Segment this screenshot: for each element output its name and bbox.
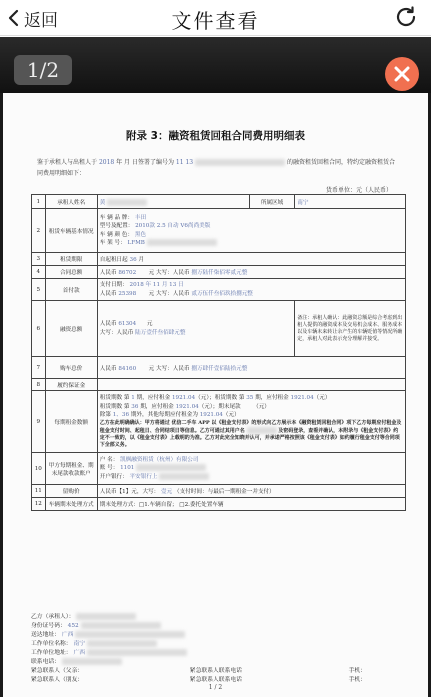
row-number: 12 bbox=[32, 498, 46, 511]
table-row bbox=[32, 357, 406, 379]
emergency-contact-1: 紧急联系人（父亲： 紧急联系人联系电话 手机： bbox=[31, 668, 366, 674]
document-title: 附录 3：融资租赁回租合同费用明细表 bbox=[126, 130, 305, 142]
row-label: 履约保证金 bbox=[45, 379, 97, 391]
table-row bbox=[32, 195, 406, 209]
row-number: 10 bbox=[32, 453, 46, 485]
fee-detail-table bbox=[31, 194, 406, 511]
refresh-icon[interactable] bbox=[393, 4, 419, 30]
intro-year: 2018 bbox=[98, 159, 115, 166]
row-label: 甲方每期租金、期末尾款收款账户 bbox=[45, 453, 97, 485]
lease-term-cell: 自起租日起 36 月 bbox=[97, 253, 405, 266]
contract-total-cell: 人民币 86702 元 大写：人民币 捌万陆仟柒佰零贰元整 bbox=[97, 266, 405, 279]
rent-note: 乙方在此明确确认：甲方将通过 优信二手车 APP 以《租金支付表》的形式向乙方展示本《融资租赁回租合同》项下乙方每期应付租金及租金支付时间、起租日、合同结项日等信息。乙方可通过其用户名 及密码登录，查看并确认，本附录与《租金支付表》约定不一致的，以《租金支付表》上载明的为准。乙方对此完全知晓并认可，并承诺严格按照该《租金支付表》如约履行租金支付等合同项下全部义务。 bbox=[99, 419, 402, 448]
row-label: 承租人姓名 bbox=[45, 195, 97, 209]
region-hw: 南宁 bbox=[297, 199, 309, 206]
row-number: 9 bbox=[32, 391, 46, 453]
row-number: 7 bbox=[32, 357, 46, 379]
buyout-price-cell: 人民币【1】元，大写： 壹元 （支付时间：与最后一期租金一并支付） bbox=[97, 485, 405, 498]
page-counter: 1/2 bbox=[14, 55, 72, 85]
row-label: 融资总额 bbox=[45, 301, 97, 357]
row-number: 4 bbox=[32, 266, 46, 279]
signature-block bbox=[31, 613, 406, 685]
page-title: 文件查看 bbox=[171, 9, 260, 33]
row-number: 1 bbox=[32, 195, 46, 209]
address-line: 送达地址： 广西 bbox=[31, 631, 406, 640]
intro-day: 13 bbox=[185, 159, 194, 166]
row-label: 租赁期限 bbox=[45, 253, 97, 266]
down-payment-cell: 支付日期： 2018 年 11 月 13 日 人民币 25398 元 大写：人民币 贰万伍仟叁佰玖拾捌元整 bbox=[97, 279, 405, 301]
intro-text-b: 年 月 日签署了编号为 bbox=[116, 159, 174, 166]
top-nav-bar bbox=[0, 0, 431, 36]
vehicle-brand: 车 辆 品 牌： 丰田 bbox=[99, 214, 147, 221]
vehicle-vin: 车 架 号： LFMB bbox=[100, 239, 403, 248]
work-unit-line: 工作单位名称： 南宁 bbox=[31, 640, 406, 649]
vehicle-info-cell bbox=[97, 209, 405, 253]
row-number: 11 bbox=[32, 485, 46, 498]
tenant-name: 黄 bbox=[99, 199, 106, 206]
rent-schedule-cell: 租赁期数 第 1 期，应付租金 1921.04（元）；租赁期数 第 35 期，应付租金 1921.04（元） 租赁期数 第 36 期，应付租金 1921.04（元）；期末尾款 （元） 除第 1、36 期外，其他每期应付租金为 1921.04（元） 乙方在此明确确认：甲方将通过 优信二手车 APP 以《租金支付表》的形式向乙方展示本《融资租赁回租合同》项下乙方每期应付租金及租金支付时间、起租日、合同结项日等信息。乙方可通过其用户名 及密码登录，查看并确认，本附录与《租金支付表》约定不一致的，以《租金支付表》上载明的为准。乙方对此完全知晓并认可，并承诺严格按照该《租金支付表》如约履行租金支付等合同项下全部义务。 bbox=[97, 391, 405, 453]
close-button[interactable] bbox=[385, 57, 419, 91]
row-label: 留购价 bbox=[45, 485, 97, 498]
financing-note: 备注：承租人确认：此融资总额是综合考虑到出租人提供的融资成本及交易机会成本、服务成本以及车辆未来转让余产生的车辆贬值等情况所确定，承租人对此表示充分理解并接受。 bbox=[295, 301, 406, 357]
table-row bbox=[32, 253, 406, 266]
table-row bbox=[32, 391, 406, 453]
row-label: 首付款 bbox=[45, 279, 97, 301]
table-row bbox=[32, 279, 406, 301]
page-number: 1 / 2 bbox=[208, 684, 223, 691]
table-row bbox=[32, 485, 406, 498]
region-label: 所属区域 bbox=[249, 195, 294, 209]
id-number-line: 身份证号码： 452 bbox=[31, 622, 406, 631]
row-label: 租赁车辆基本情况 bbox=[45, 209, 97, 253]
redacted-name bbox=[107, 199, 147, 206]
end-of-term-cell: 期末处理方式：□1.车辆自留； □2.委托处置车辆 bbox=[97, 498, 405, 511]
phone-line: 联系电话： bbox=[31, 658, 406, 667]
back-label: 返回 bbox=[24, 10, 58, 31]
purchase-price-cell: 人民币 84160 元 大写：人民币 捌万肆仟壹佰陆拾元整 bbox=[97, 357, 405, 379]
emergency-contact-2: 紧急联系人（朋友： 紧急联系人联系电话 手机： bbox=[31, 677, 366, 683]
row-number: 5 bbox=[32, 279, 46, 301]
region-value bbox=[295, 195, 406, 209]
table-row bbox=[32, 301, 406, 357]
intro-month: 11 bbox=[175, 159, 184, 166]
payee-account-cell: 户 名： 凯枫融资租赁（杭州）有限公司 账 号： 1101 开户银行： 平安银行上 bbox=[97, 453, 405, 485]
table-row bbox=[32, 266, 406, 279]
deposit-cell bbox=[97, 379, 405, 391]
tenant-name-cell bbox=[97, 195, 249, 209]
currency-unit: 货币单位：元（人民币） bbox=[325, 187, 392, 194]
document-page bbox=[3, 93, 428, 697]
row-number: 6 bbox=[32, 301, 46, 357]
document-viewer[interactable] bbox=[0, 37, 431, 697]
row-label: 每期租金数额 bbox=[45, 391, 97, 453]
table-row bbox=[32, 379, 406, 391]
vehicle-model: 型号及配置： 2010款 2.5 自动 V6尚尚美版 bbox=[99, 223, 211, 229]
vehicle-color: 车 辆 颜 色： 黑色 bbox=[99, 231, 147, 238]
table-row bbox=[32, 498, 406, 511]
close-icon bbox=[385, 57, 419, 91]
row-number: 3 bbox=[32, 253, 46, 266]
row-label: 购车总价 bbox=[45, 357, 97, 379]
row-label: 车辆期末处理方式 bbox=[45, 498, 97, 511]
table-row bbox=[32, 453, 406, 485]
row-number: 8 bbox=[32, 379, 46, 391]
row-label: 合同总额 bbox=[45, 266, 97, 279]
financing-total-cell: 人民币 61304 元 大写：人民币 陆万壹仟叁佰肆元整 bbox=[97, 301, 295, 357]
viewer-toolbar bbox=[0, 37, 431, 93]
row-number: 2 bbox=[32, 209, 46, 253]
intro-text-c: 的融资租赁回租合同，特约定融资租赁合同费用明细如下： bbox=[37, 159, 395, 177]
intro-paragraph bbox=[37, 157, 397, 179]
intro-text-a: 鉴于承租人与出租人于 bbox=[37, 159, 98, 166]
party-b-line: 乙方（承租人）： bbox=[31, 613, 406, 622]
redacted-contract-number bbox=[195, 159, 285, 166]
table-row bbox=[32, 209, 406, 253]
work-address-line: 工作单位地址： 广西 bbox=[31, 649, 406, 658]
